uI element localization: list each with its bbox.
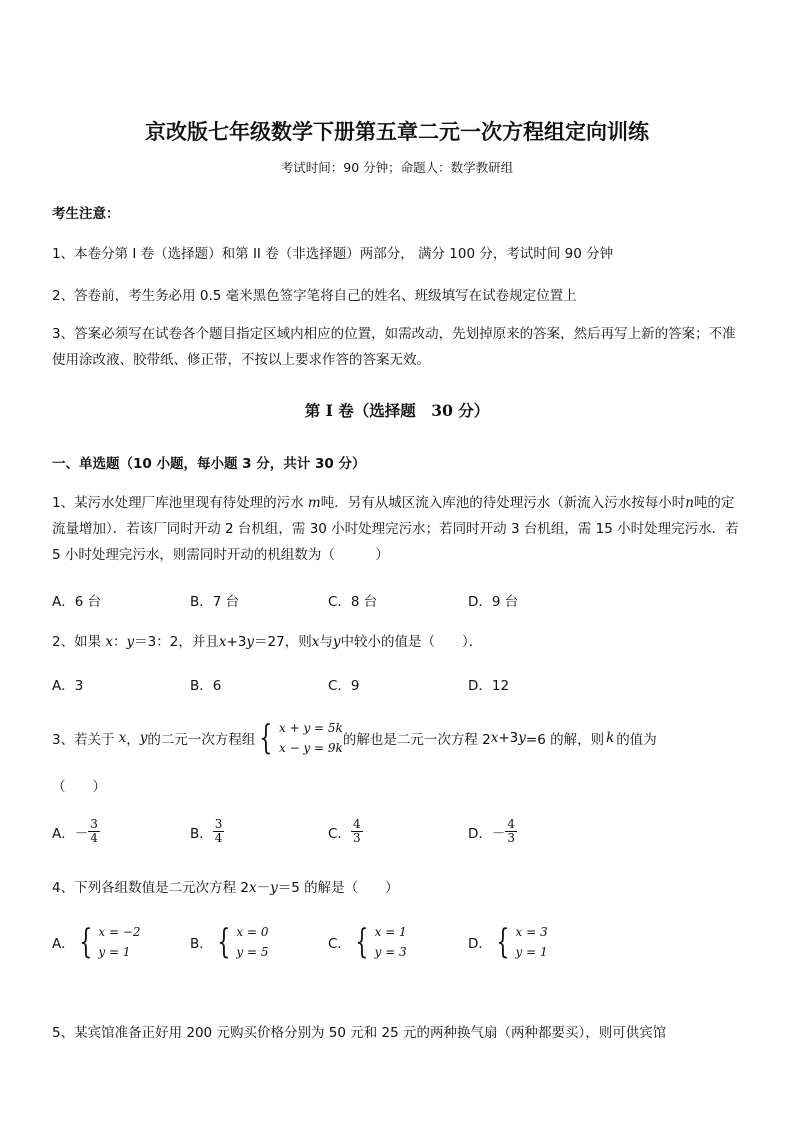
- q3-option-d-fraction: [505, 818, 517, 845]
- q3-option-c-letter: C．: [328, 825, 351, 842]
- q3-option-c-denominator: 3: [352, 831, 361, 845]
- q2-var-y3: y: [332, 634, 341, 650]
- q1-var-n: n: [685, 495, 694, 511]
- q4-option-b[interactable]: [190, 922, 269, 962]
- q3-option-a-fraction: [88, 818, 100, 845]
- q4-option-c[interactable]: [328, 922, 407, 962]
- q3-var-x: x: [118, 730, 127, 746]
- q3-text-6: =6 的解，则: [525, 732, 605, 748]
- q4-var-y: y: [270, 880, 278, 896]
- q2-text-2: ：: [113, 634, 127, 650]
- q2-option-a[interactable]: A．3: [52, 678, 84, 694]
- q4-option-a-eq2: y = 1: [98, 945, 131, 959]
- q1-option-a[interactable]: A．6 台: [52, 594, 102, 610]
- q3-var-y2: y: [518, 730, 526, 746]
- q3-option-b-denominator: 4: [214, 831, 223, 845]
- q2-text-4: +3: [226, 634, 247, 650]
- q4-option-b-eq2: y = 5: [236, 945, 269, 959]
- q1-text-2: 吨．另有从城区流入库池的待处理污水（新流入污水按每小时: [320, 495, 686, 511]
- document-subtitle: 考试时间：90 分钟；命题人：数学教研组: [280, 160, 514, 175]
- q3-option-c-fraction: [351, 818, 363, 845]
- q3-option-b-letter: B．: [190, 825, 213, 842]
- q2-text-7: 中较小的值是（ ）．: [340, 634, 483, 650]
- q3-brace: {: [259, 718, 273, 758]
- q3-option-b-fraction: [213, 818, 225, 845]
- q3-option-a-denominator: 4: [90, 831, 98, 845]
- q4-option-a-system: { x = −2 y = 1: [79, 922, 141, 962]
- q2-var-y: y: [126, 634, 135, 650]
- q3-option-d-letter: D．: [468, 825, 492, 842]
- q3-option-d-sign: －: [491, 825, 506, 842]
- q3-option-d[interactable]: [468, 818, 517, 845]
- q4-option-c-letter: C．: [328, 936, 351, 952]
- q1-option-b[interactable]: B．7 台: [190, 594, 240, 610]
- q4-text-2: －: [256, 880, 271, 896]
- q4-text-1: 4、下列各组数值是二元次方程 2: [52, 880, 249, 896]
- q4-option-a-letter: A．: [52, 936, 75, 952]
- q3-var-x2: x: [490, 730, 499, 746]
- q4-option-d-eq1: x = 3: [515, 925, 548, 939]
- q3-equation-1: x + y = 5k: [279, 721, 343, 735]
- notice-heading: 考生注意：: [52, 206, 120, 222]
- q3-option-a-letter: A．: [52, 825, 75, 842]
- q3-option-c[interactable]: [328, 818, 363, 845]
- q3-option-c-numerator: 4: [352, 817, 361, 831]
- q2-option-c[interactable]: C．9: [328, 678, 360, 694]
- q1-var-m: m: [307, 495, 321, 511]
- question-5: 5、某宾馆准备正好用 200 元购买价格分别为 50 元和 25 元的两种换气扇（两种都要买），则可供宾馆: [52, 1025, 667, 1041]
- q2-text-6: 与: [319, 634, 333, 650]
- q3-text-3: 的二元一次方程组: [147, 732, 256, 748]
- notice-item-1: 1、本卷分第 I 卷（选择题）和第 II 卷（非选择题）两部分， 满分 100 分，考试时间 90 分钟: [52, 246, 614, 262]
- q4-option-b-letter: B．: [190, 936, 213, 952]
- q3-equation-system: [255, 718, 342, 758]
- question-1: [52, 490, 742, 568]
- q2-text-3: ＝3：2，并且: [134, 634, 219, 650]
- q4-var-x: x: [248, 880, 257, 896]
- q3-text-2: ，: [126, 732, 140, 748]
- q3-var-y: y: [139, 730, 148, 746]
- q3-text-7: 的值为: [616, 732, 657, 748]
- question-4: [52, 876, 399, 896]
- q2-var-x3: x: [311, 634, 320, 650]
- q3-option-b-numerator: 3: [214, 817, 223, 831]
- question-3: [52, 718, 657, 758]
- q1-text-1: 1、某污水处理厂库池里现有待处理的污水: [52, 495, 304, 511]
- q3-var-k: k: [606, 730, 615, 746]
- q4-option-d-system: { x = 3 y = 1: [496, 922, 548, 962]
- q3-option-d-denominator: 3: [507, 831, 516, 845]
- q2-var-y2: y: [246, 634, 255, 650]
- q3-option-a-numerator: 3: [90, 817, 98, 831]
- q4-option-c-eq1: x = 1: [374, 925, 407, 939]
- notice-item-3: 3、答案必须写在试卷各个题目指定区域内相应的位置，如需改动，先划掉原来的答案，然后再写上新的答案；不准使用涂改液、胶带纸、修正带，不按以上要求作答的答案无效。: [52, 326, 736, 368]
- q3-equation-2: x − y = 9k: [279, 741, 343, 755]
- q2-option-d[interactable]: D．12: [468, 678, 510, 694]
- q4-option-b-eq1: x = 0: [236, 925, 269, 939]
- q3-text-5: +3: [498, 730, 519, 746]
- q2-var-x2: x: [218, 634, 227, 650]
- q1-text-3: 吨的定流量增加）．若该厂同时开动 2 台机组，需 30 小时处理完污水；若同时开动 3 台机组，需 15 小时处理完污水．若 5 小时处理完污水，则需同时开动的机组数为（ ）: [52, 495, 739, 563]
- q2-option-b[interactable]: B．6: [190, 678, 222, 694]
- q4-option-a-eq1: x = −2: [98, 925, 141, 939]
- q3-option-a-sign: －: [74, 825, 89, 842]
- q4-option-d-letter: D．: [468, 936, 492, 952]
- q3-option-d-numerator: 4: [507, 817, 516, 831]
- q4-option-d[interactable]: [468, 922, 548, 962]
- q3-option-a[interactable]: [52, 818, 100, 845]
- q3-text-4: 的解也是二元一次方程 2: [342, 732, 491, 748]
- q4-text-3: ＝5 的解是（ ）: [277, 880, 399, 896]
- part-heading: 一、单选题（10 小题，每小题 3 分，共计 30 分）: [52, 456, 366, 472]
- q4-option-a[interactable]: [52, 922, 141, 962]
- question-2: [52, 630, 482, 650]
- q4-option-c-system: { x = 1 y = 3: [355, 922, 407, 962]
- q2-var-x: x: [105, 634, 114, 650]
- q3-option-b[interactable]: [190, 818, 224, 845]
- q1-option-d[interactable]: D．9 台: [468, 594, 519, 610]
- q2-text-5: ＝27，则: [254, 634, 312, 650]
- q4-option-d-eq2: y = 1: [515, 945, 548, 959]
- q2-text-1: 2、如果: [52, 634, 102, 650]
- q4-option-c-eq2: y = 3: [374, 945, 407, 959]
- q1-option-c[interactable]: C．8 台: [328, 594, 378, 610]
- q3-text-1: 3、若关于: [52, 732, 115, 748]
- q4-option-b-system: { x = 0 y = 5: [217, 922, 269, 962]
- notice-item-2: 2、答卷前，考生务必用 0.5 毫米黑色签字笔将自己的姓名、班级填写在试卷规定位置上: [52, 288, 577, 304]
- q3-answer-paren: （ ）: [52, 779, 106, 795]
- document-title: 京改版七年级数学下册第五章二元一次方程组定向训练: [145, 119, 649, 144]
- section-title: 第 I 卷（选择题 30 分）: [304, 401, 490, 420]
